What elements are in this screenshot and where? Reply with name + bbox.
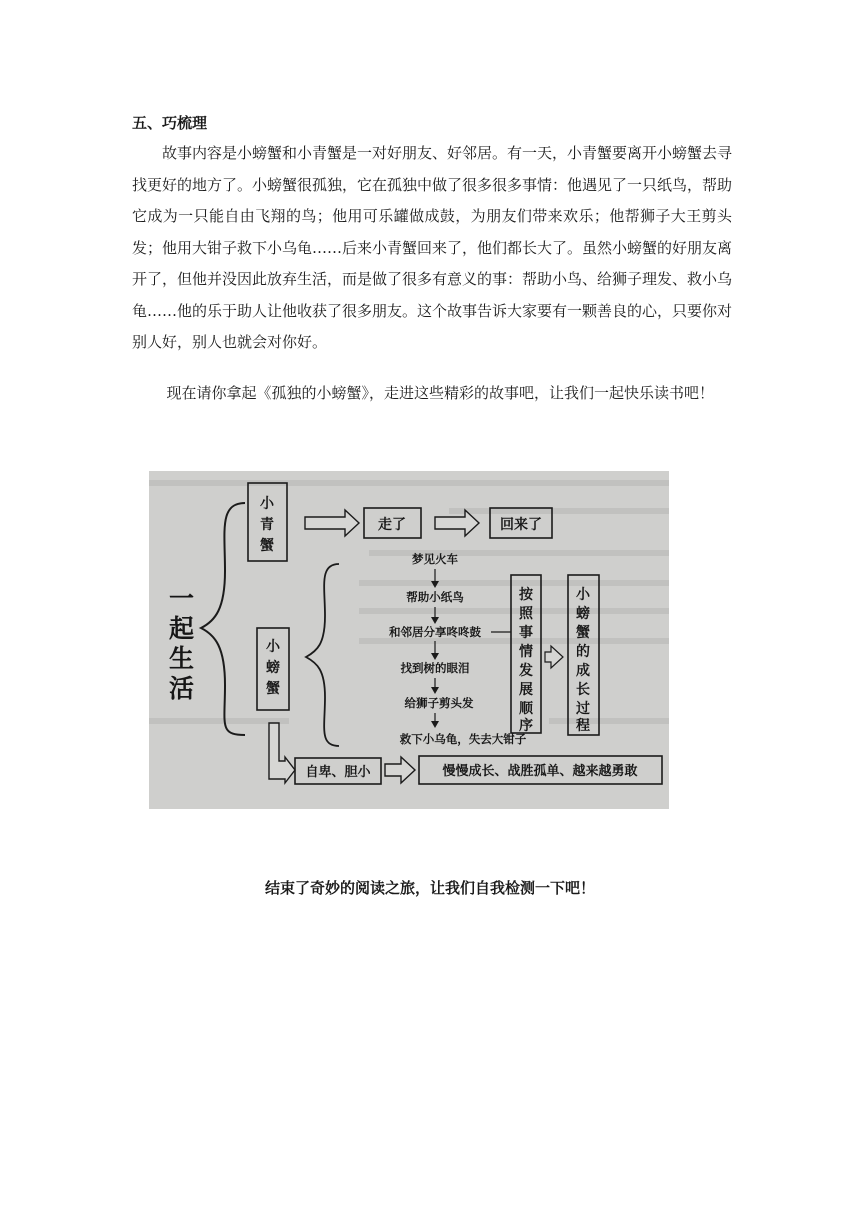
order-label xyxy=(518,586,534,734)
growth-label xyxy=(575,587,591,734)
growth-char: 蟹 xyxy=(576,625,590,641)
event-item: 梦见火车 xyxy=(412,552,458,566)
order-char: 顺 xyxy=(519,701,533,717)
closing-line: 结束了奇妙的阅读之旅，让我们自我检测一下吧！ xyxy=(264,879,595,897)
growth-char: 程 xyxy=(576,718,590,734)
down-arrow-icon xyxy=(431,653,439,660)
growth-char: 的 xyxy=(576,644,590,660)
down-arrow-icon xyxy=(431,617,439,624)
order-char: 发 xyxy=(519,663,533,679)
growth-char: 小 xyxy=(576,587,590,603)
down-arrow-icon xyxy=(431,687,439,694)
order-char: 照 xyxy=(519,606,533,622)
green-crab-char-1: 小 xyxy=(260,496,274,512)
growth-char: 成 xyxy=(576,663,590,679)
down-arrow-icon xyxy=(431,721,439,728)
story-summary-paragraph: 故事内容是小螃蟹和小青蟹是一对好朋友、好邻居。有一天，小青蟹要离开小螃蟹去寻找更好的地方了。小螃蟹很孤独，它在孤独中做了很多很多事情：他遇见了一只纸鸟，帮助它成为一只能自由飞翔的鸟；他用可乐罐做成鼓，为朋友们带来欢乐；他帮狮子大王剪头发；他用大钳子救下小乌龟……后来小青蟹回来了，他们都长大了。虽然小螃蟹的好朋友离开了，但他并没因此放弃生活，而是做了很多有意义的事：帮助小鸟、给狮子理发、救小乌龟……他的乐于助人让他收获了很多朋友。这个故事告诉大家要有一颗善良的心，只要你对别人好，别人也就会对你好。 xyxy=(132,144,733,351)
arrow-to-growth-icon xyxy=(545,646,563,668)
event-item: 找到树的眼泪 xyxy=(400,661,470,675)
event-item: 和邻居分享咚咚鼓 xyxy=(389,625,481,639)
left-step-label: 走了 xyxy=(378,517,406,533)
arrow-to-left-icon xyxy=(305,510,359,536)
order-char: 事 xyxy=(519,625,533,641)
event-item: 救下小乌龟，失去大钳子 xyxy=(399,732,527,746)
end-trait-label: 慢慢成长、战胜孤单、越来越勇敢 xyxy=(442,764,638,779)
root-char-4: 活 xyxy=(169,674,195,703)
root-char-2: 起 xyxy=(169,614,195,643)
little-crab-char-1: 小 xyxy=(266,639,280,655)
reading-invitation-paragraph: 现在请你拿起《孤独的小螃蟹》，走进这些精彩的故事吧，让我们一起快乐读书吧！ xyxy=(166,384,715,402)
growth-char: 长 xyxy=(576,682,590,698)
order-char: 按 xyxy=(519,587,533,603)
order-char: 展 xyxy=(519,682,533,698)
root-char-3: 生 xyxy=(169,644,195,673)
order-char: 情 xyxy=(519,644,533,660)
green-crab-char-3: 蟹 xyxy=(260,538,274,554)
event-item: 给狮子剪头发 xyxy=(404,696,474,710)
root-brace xyxy=(201,503,245,735)
little-crab-char-3: 蟹 xyxy=(266,681,280,697)
returned-step-label: 回来了 xyxy=(500,517,542,533)
section-heading: 五、巧梳理 xyxy=(132,114,208,132)
growth-char: 过 xyxy=(576,701,590,717)
event-item: 帮助小纸鸟 xyxy=(406,590,464,604)
start-trait-label: 自卑、胆小 xyxy=(305,765,371,780)
down-right-arrow-icon xyxy=(269,723,295,783)
root-char-1: 一 xyxy=(169,584,195,613)
growth-char: 螃 xyxy=(576,606,590,622)
arrow-to-end-trait-icon xyxy=(385,757,415,783)
order-char: 序 xyxy=(519,718,533,734)
root-label xyxy=(169,584,194,703)
little-crab-char-2: 螃 xyxy=(266,660,280,676)
story-mind-map-photo xyxy=(149,471,669,809)
mind-map-diagram xyxy=(149,471,669,809)
green-crab-char-2: 青 xyxy=(260,517,274,533)
events-brace xyxy=(306,564,339,746)
